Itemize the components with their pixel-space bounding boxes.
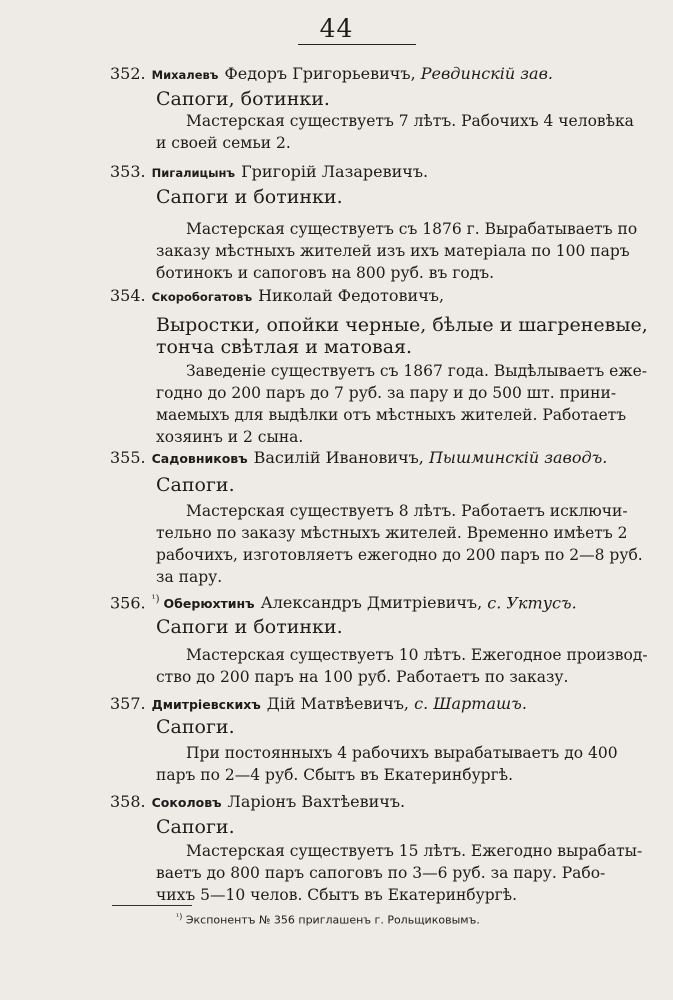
exhibitor-name: Ларіонъ Вахтѣевичъ. [227, 792, 406, 811]
exhibitor-name: Федоръ Григорьевичъ, [224, 64, 416, 83]
entry-heading [110, 792, 405, 813]
product-title: Сапоги. [156, 474, 235, 496]
description-line: и своей семьи 2. [156, 134, 291, 152]
description-line: При постоянныхъ 4 рабочихъ вырабатываетъ до 400 [186, 744, 618, 762]
entry-description [156, 360, 648, 448]
description-line: чихъ 5—10 челов. Сбытъ въ Екатеринбургѣ. [156, 886, 518, 904]
exhibitor-surname: Садовниковъ [151, 451, 248, 466]
product-title: Сапоги. [156, 716, 235, 738]
product-title: Сапоги. [156, 816, 235, 838]
footnote-text: Экспонентъ № 356 приглашенъ г. Рольщиковымъ. [185, 913, 480, 927]
entry-number: 354. [110, 286, 146, 305]
footnote [176, 912, 480, 927]
entry-number: 352. [110, 64, 146, 83]
product-title: Сапоги, ботинки. [156, 88, 330, 110]
footnote-reference[interactable]: ¹) [151, 594, 160, 605]
description-line: паръ по 2—4 руб. Сбытъ въ Екатеринбургѣ. [156, 766, 513, 784]
description-line: Мастерская существуетъ 15 лѣтъ. Ежегодно вырабаты- [186, 842, 643, 860]
entry-heading [110, 694, 527, 715]
description-line: Заведеніе существуетъ съ 1867 года. Выдѣлываетъ еже- [186, 362, 648, 380]
exhibitor-place: Пышминскій заводъ. [428, 448, 608, 467]
product-title: Сапоги и ботинки. [156, 616, 343, 638]
entry-description [156, 840, 643, 906]
exhibitor-name: Василій Ивановичъ, [253, 448, 424, 467]
description-line: годно до 200 паръ до 7 руб. за пару и до 500 шт. прини- [156, 384, 617, 402]
description-line: за пару. [156, 568, 223, 586]
product-title: Сапоги и ботинки. [156, 186, 343, 208]
exhibitor-surname: Михалевъ [151, 68, 219, 82]
entry-number: 356. [110, 593, 146, 613]
exhibitor-name: Григорій Лазаревичъ. [241, 162, 429, 181]
description-line: Мастерская существуетъ 8 лѣтъ. Работаетъ исключи- [186, 502, 628, 520]
entry-description [156, 110, 634, 154]
description-line: заказу мѣстныхъ жителей изъ ихъ матеріала по 100 паръ [156, 242, 630, 260]
exhibitor-name: Николай Федотовичъ, [258, 286, 445, 305]
footnote-rule [112, 905, 192, 906]
entry-heading [110, 448, 607, 469]
entry-heading [110, 286, 444, 307]
header-rule [298, 44, 416, 45]
description-line: хозяинъ и 2 сына. [156, 428, 304, 446]
exhibitor-surname: Пигалицынъ [151, 166, 236, 180]
product-title: Выростки, опойки черные, бѣлые и шагреневые, [156, 314, 648, 336]
entry-number: 355. [110, 448, 146, 467]
description-line: тельно по заказу мѣстныхъ жителей. Временно имѣетъ 2 [156, 524, 628, 542]
exhibitor-place: с. Шарташъ. [414, 694, 527, 713]
entry-number: 353. [110, 162, 146, 181]
exhibitor-surname: Дмитріевскихъ [151, 697, 261, 712]
description-line: Мастерская существуетъ съ 1876 г. Вырабатываетъ по [186, 220, 638, 238]
exhibitor-place: с. Уктусъ. [487, 593, 577, 613]
entry-description [156, 500, 643, 588]
exhibitor-surname: Скоробогатовъ [151, 290, 253, 304]
exhibitor-name: Дій Матвѣевичъ, [266, 694, 410, 713]
entry-description [156, 742, 626, 786]
entry-heading [110, 64, 553, 85]
description-line: ботинокъ и сапоговъ на 800 руб. въ годъ. [156, 264, 495, 282]
exhibitor-surname: Оберюхтинъ [163, 596, 255, 612]
entry-number: 357. [110, 694, 146, 713]
page-number: 44 [319, 14, 354, 43]
description-line: маемыхъ для выдѣлки отъ мѣстныхъ жителей. Работаетъ [156, 406, 627, 424]
entry-description [156, 218, 638, 284]
description-line: Мастерская существуетъ 10 лѣтъ. Ежегодное производ- [186, 646, 648, 664]
exhibitor-name: Александръ Дмитріевичъ, [260, 593, 483, 613]
footnote-mark: ¹) [176, 912, 183, 921]
entry-heading [110, 162, 428, 183]
entry-number: 358. [110, 792, 146, 811]
exhibitor-place: Ревдинскій зав. [420, 64, 553, 83]
description-line: ваетъ до 800 паръ сапоговъ по 3—6 руб. за пару. Рабо- [156, 864, 606, 882]
product-title-continued: тонча свѣтлая и матовая. [156, 336, 413, 358]
entry-description [156, 644, 648, 688]
exhibitor-surname: Соколовъ [151, 795, 222, 810]
entry-heading [110, 590, 577, 614]
description-line: Мастерская существуетъ 7 лѣтъ. Рабочихъ 4 человѣка [186, 112, 634, 130]
description-line: рабочихъ, изготовляетъ ежегодно до 200 паръ по 2—8 руб. [156, 546, 643, 564]
description-line: ство до 200 паръ на 100 руб. Работаетъ по заказу. [156, 668, 569, 686]
